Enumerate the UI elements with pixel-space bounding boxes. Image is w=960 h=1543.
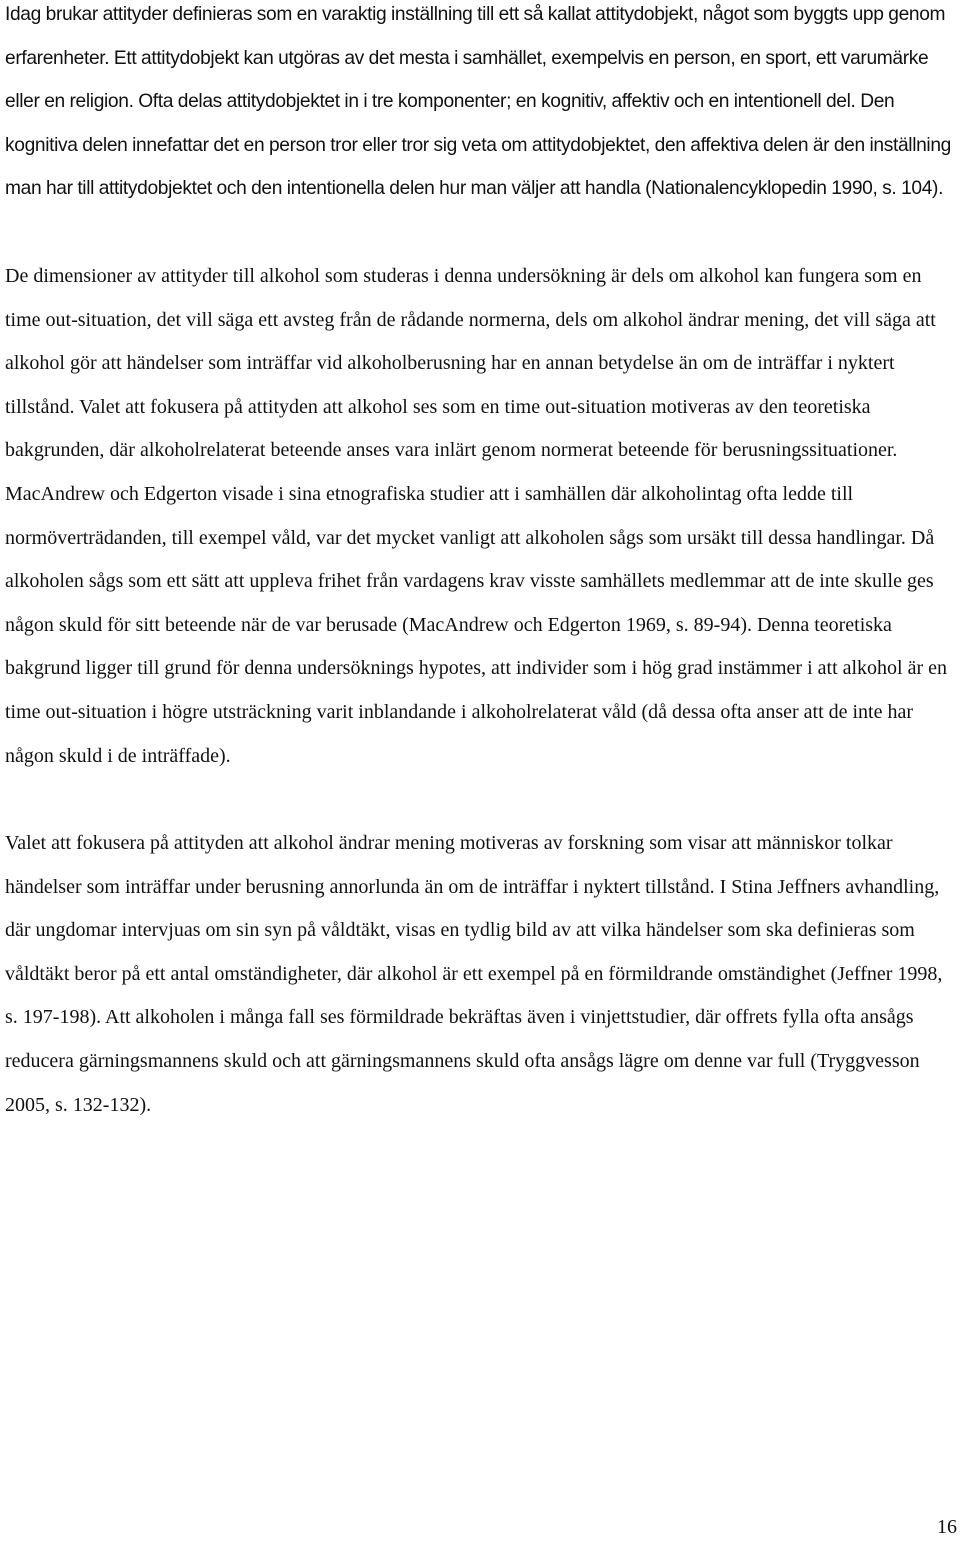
paragraph-attitude-definition: Idag brukar attityder definieras som en varaktig inställning till ett så kallat attitydobjekt, något som byggts upp genom erfarenheter. Ett attitydobjekt kan utgöras av det mesta i samhället, exempelvis en person, en sport, ett varumärke eller en religion. Ofta delas attitydobjektet in i tre komponenter; en kognitiv, affektiv och en intentionell del. Den kognitiva delen innefattar det en person tror eller tror sig veta om attitydobjektet, den affektiva delen är den inställning man har till attitydobjektet och den intentionella delen hur man väljer att handla (Nationalencyklopedin 1990, s. 104). xyxy=(5,4,951,200)
paragraph-spacer xyxy=(5,211,956,255)
page-number: 16 xyxy=(937,1516,957,1538)
paragraph-alcohol-dimensions: De dimensioner av attityder till alkohol som studeras i denna undersökning är dels om alkohol kan fungera som en time out-situation, det vill säga ett avsteg från de rådande normerna, dels om alkohol ändrar mening, det vill säga att alkohol gör att händelser som inträffar vid alkoholberusning har en annan betydelse än om de inträffar i nyktert tillstånd. Valet att fokusera på attityden att alkohol ses som en time out-situation motiveras av den teoretiska bakgrunden, där alkoholrelaterat beteende anses vara inlärt genom normerat beteende för berusningssituationer. MacAndrew och Edgerton visade i sina etnografiska studier att i samhällen där alkoholintag ofta ledde till normöverträdanden, till exempel våld, var det mycket vanligt att alkoholen sågs som ursäkt till dessa handlingar. Då alkoholen sågs som ett sätt att uppleva frihet från vardagens krav visste samhällets medlemmar att de inte skulle ges någon skuld för sitt beteende när de var berusade (MacAndrew och Edgerton 1969, s. 89-94). Denna teoretiska bakgrund ligger till grund för denna undersöknings hypotes, att individer som i hög grad instämmer i att alkohol är en time out-situation i högre utsträckning varit inblandande i alkoholrelaterat våld (då dessa ofta anser att de inte har någon skuld i de inträffade). xyxy=(5,264,948,767)
paragraph-spacer xyxy=(5,778,956,822)
paragraph-alcohol-meaning: Valet att fokusera på attityden att alkohol ändrar mening motiveras av forskning som visar att människor tolkar händelser som inträffar under berusning annorlunda än om de inträffar i nyktert tillstånd. I Stina Jeffners avhandling, där ungdomar intervjuas om sin syn på våldtäkt, visas en tydlig bild av att vilka händelser som ska definieras som våldtäkt beror på ett antal omständigheter, där alkohol är ett exempel på en förmildrande omständighet (Jeffner 1998, s. 197-198). Att alkoholen i många fall ses förmildrade bekräftas även i vinjettstudier, där offrets fylla ofta ansågs reducera gärningsmannens skuld och att gärningsmannens skuld ofta ansågs lägre om denne var full (Tryggvesson 2005, s. 132-132). xyxy=(5,832,943,1116)
